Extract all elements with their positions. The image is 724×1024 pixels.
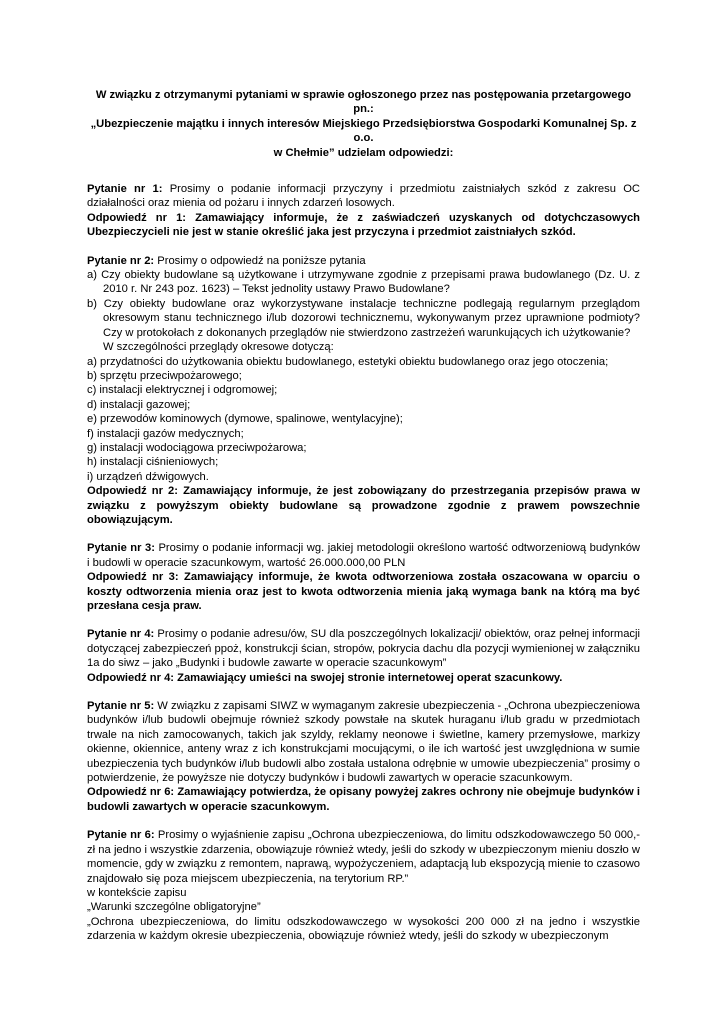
question-1-label: Pytanie nr 1: (87, 183, 163, 196)
inspection-list-item: f) instalacji gazów medycznych; (87, 427, 244, 440)
inspection-list-item: c) instalacji elektrycznej i odgromowej; (87, 384, 278, 397)
question-3-label: Pytanie nr 3: (87, 542, 155, 555)
question-5-label: Pytanie nr 5: (87, 700, 155, 713)
answer-3: Odpowiedź nr 3: Zamawiający informuje, że kwota odtworzeniowa została oszacowana w oparciu o koszty odtworzenia mienia oraz jest to kwota odtworzenia mienia jaką wymaga bank na którą ma być przesłana cesja praw. (87, 571, 640, 612)
question-2-label: Pytanie nr 2: (87, 254, 155, 267)
document-page (87, 88, 640, 944)
question-2-text: Prosimy o odpowiedź na poniższe pytania (154, 254, 366, 267)
document-header (87, 88, 640, 160)
inspection-list-item: b) sprzętu przeciwpożarowego; (87, 369, 242, 382)
question-2-item-b: b) Czy obiekty budowlane oraz wykorzystywane instalacje techniczne podlegają regularnym przeglądom okresowym stanu technicznego i/lub dozorowi technicznemu, wykonywanym przez uprawnione podmioty? Czy w protokołach z dokonanych przeglądów nie stwierdzono zastrzeżeń warunkujących ich użytkowanie? (87, 297, 640, 339)
answer-2: Odpowiedź nr 2: Zamawiający informuje, że jest zobowiązany do przestrzegania przepisów prawa w związku z powyższym obiekty budowlane są prowadzone zgodnie z prawem powszechnie obowiązującym. (87, 485, 640, 526)
inspection-list-item: e) przewodów kominowych (dymowe, spalinowe, wentylacyjne); (87, 413, 403, 426)
header-line-3: w Chełmie” udzielam odpowiedzi: (273, 146, 454, 159)
question-5 (87, 699, 640, 814)
question-3-text: Prosimy o podanie informacji wg. jakiej metodologii określono wartość odtworzeniową budynków i budowli w operacie szacunkowym, wartość 26.000.000,00 PLN (87, 542, 640, 569)
inspection-list-item: h) instalacji ciśnieniowych; (87, 456, 219, 469)
inspection-list-item: a) przydatności do użytkowania obiektu budowlanego, estetyki obiektu budowlanego oraz jego otoczenia; (87, 355, 609, 368)
question-1-text: Prosimy o podanie informacji przyczyny i przedmiotu zaistniałych szkód z zakresu OC działalności oraz mienia od pożaru i innych zdarzeń losowych. (87, 183, 640, 210)
question-6-line-3: „Warunki szczególne obligatoryjne” (87, 901, 261, 914)
header-line-2: „Ubezpieczenie majątku i innych interesów Miejskiego Przedsiębiorstwa Gospodarki Komunalnej Sp. z o.o. (90, 117, 637, 145)
question-6 (87, 828, 640, 943)
inspection-list-item: g) instalacji wodociągowa przeciwpożarowa; (87, 441, 307, 454)
question-2-item-b-note: W szczególności przeglądy okresowe dotyczą: (103, 341, 334, 354)
question-6-text: Prosimy o wyjaśnienie zapisu „Ochrona ubezpieczeniowa, do limitu odszkodowawczego 50 000,- zł na jedno i wszystkie zdarzenia, obowiązuje również wtedy, jeśli do szkody w ubezpieczonym mieniu doszło w momencie, gdy w związku z remontem, naprawą, wypożyczeniem, adaptacją lub ekspozycją mienie to czasowo znajdowało się poza miejscem ubezpieczenia, na terytorium RP.” (87, 829, 640, 885)
question-6-line-4: „Ochrona ubezpieczeniowa, do limitu odszkodowawczego w wysokości 200 000 zł na jedno i wszystkie zdarzenia w każdym okresie ubezpieczenia, obowiązuje również wtedy, jeśli do szkody w ubezpieczonym (87, 915, 640, 943)
question-6-label: Pytanie nr 6: (87, 829, 155, 842)
inspection-list-item: d) instalacji gazowej; (87, 398, 191, 411)
inspection-list-item: i) urządzeń dźwigowych. (87, 470, 209, 483)
question-1 (87, 182, 640, 240)
question-2 (87, 254, 640, 528)
question-5-text: W związku z zapisami SIWZ w wymaganym zakresie ubezpieczenia - „Ochrona ubezpieczeniowa budynków i/lub budowli obejmuje również szkody powstałe na skutek huraganu i/lub gradu w przedmiotach trwale na nich zamocowanych, takich jak szyldy, reklamy neonowe i świetlne, kamery przemysłowe, markizy okienne, okiennice, anteny wraz z ich konstrukcjami mocującymi, o ile ich wartość jest uwzględniona w sumie ubezpieczenia tych budynków i/lub budowli albo została ustalona odrębnie w umowie ubezpieczenia” prosimy o potwierdzenie, że powyższe nie dotyczy budynków i budowli zawartych w operacie szacunkowym. (87, 700, 640, 785)
answer-4: Odpowiedź nr 4: Zamawiający umieści na swojej stronie internetowej operat szacunkowy. (87, 671, 563, 684)
question-4-text: Prosimy o podanie adresu/ów, SU dla poszczególnych lokalizacji/ obiektów, oraz pełnej informacji dotyczącej zabezpieczeń ppoż, konstrukcji ścian, stropów, pokrycia dachu dla pozycji wymienionej w załączniku 1a do siwz – jako „Budynki i budowle zawarte w operacie szacunkowym” (87, 628, 640, 670)
question-6-line-2: w kontekście zapisu (87, 886, 187, 899)
answer-5: Odpowiedź nr 6: Zamawiający potwierdza, że opisany powyżej zakres ochrony nie obejmuje budynków i budowli zawartych w operacie szacunkowym. (87, 786, 640, 813)
header-line-1: W związku z otrzymanymi pytaniami w sprawie ogłoszonego przez nas postępowania przetargowego pn.: (95, 89, 632, 116)
question-2-item-a: a) Czy obiekty budowlane są użytkowane i utrzymywane zgodnie z przepisami prawa budowlanego (Dz. U. z 2010 r. Nr 243 poz. 1623) – Tekst jednolity ustawy Prawo Budowlane? (87, 269, 640, 296)
question-3 (87, 541, 640, 613)
question-4-label: Pytanie nr 4: (87, 628, 155, 641)
question-4 (87, 627, 640, 685)
answer-1: Odpowiedź nr 1: Zamawiający informuje, że z zaświadczeń uzyskanych od dotychczasowych Ubezpieczycieli nie jest w stanie określić jaka jest przyczyna i przedmiot zaistniałych szkód. (87, 211, 640, 239)
